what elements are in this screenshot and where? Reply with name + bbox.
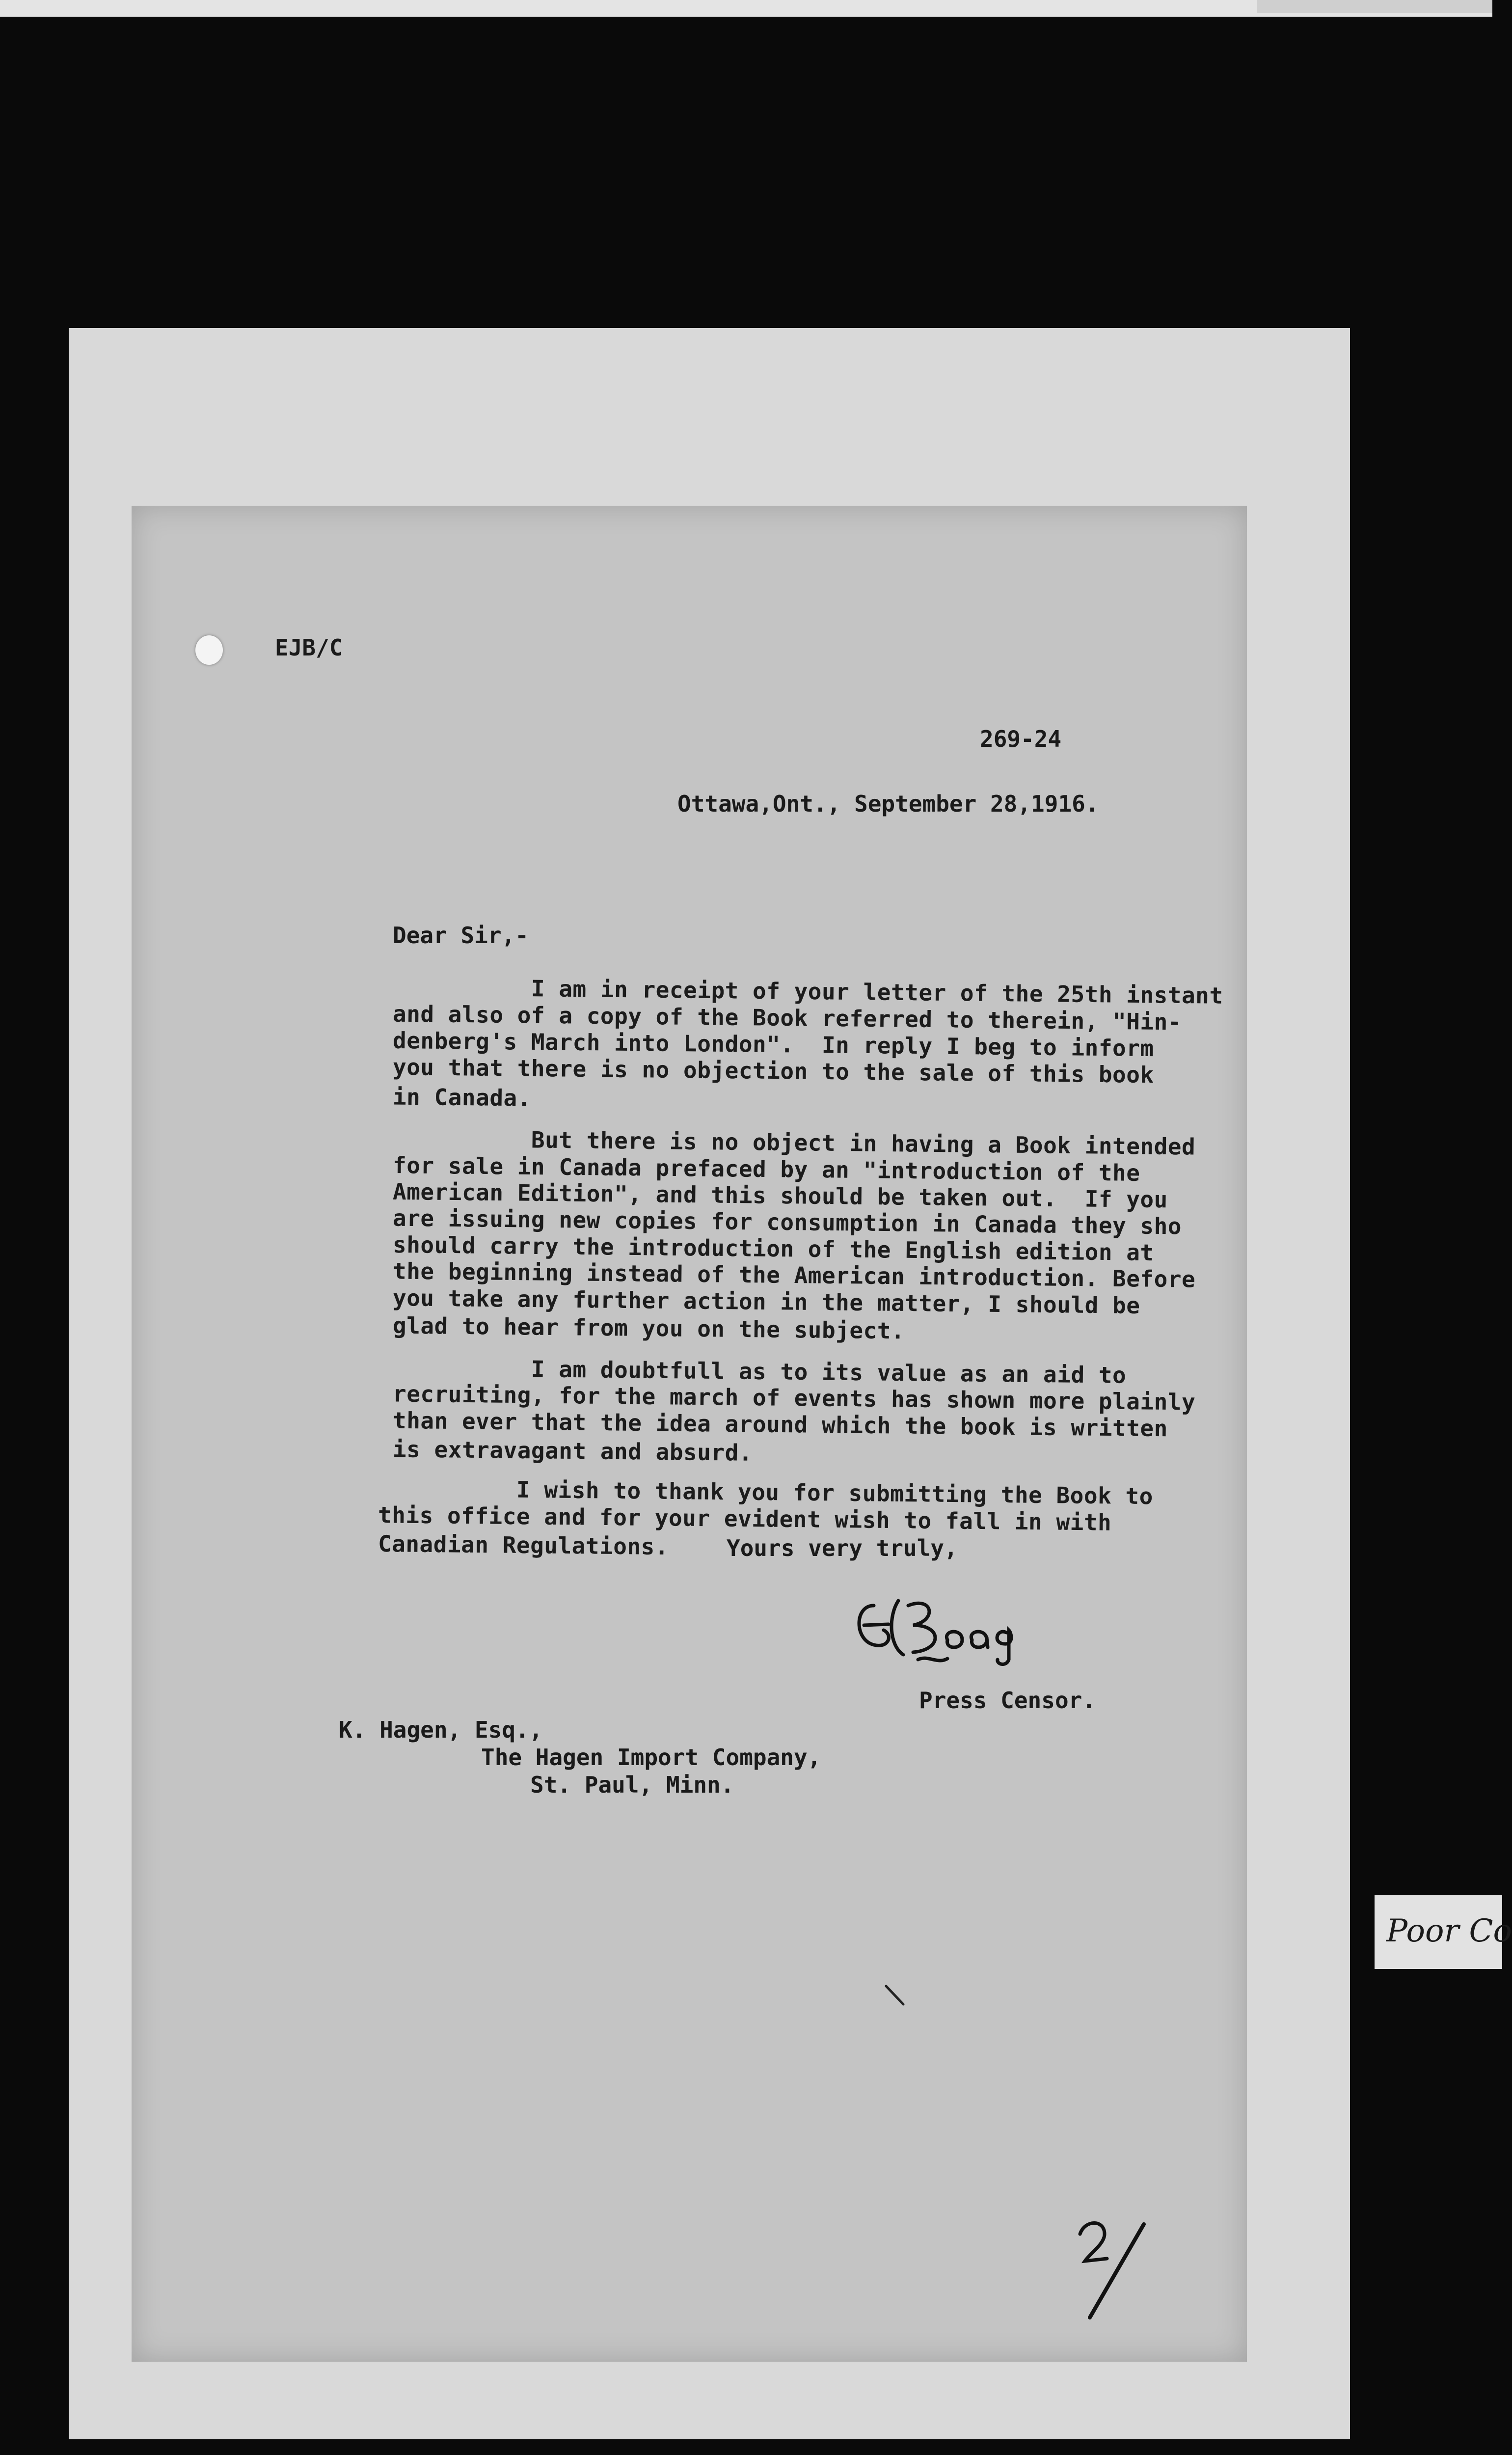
body-line: I wish to thank you for submitting the Book to <box>378 1474 1154 1510</box>
body-line: and also of a copy of the Book referred to therein, "Hin- <box>392 1000 1182 1036</box>
body-line: denberg's March into London". In reply I beg to inform <box>392 1027 1154 1062</box>
body-line: for sale in Canada prefaced by an "introduction of the <box>392 1152 1140 1186</box>
dateline: Ottawa,Ont., September 28,1916. <box>677 791 1099 817</box>
body-line: Canadian Regulations. <box>378 1530 669 1560</box>
body-line: you that there is no objection to the sale of this book <box>392 1053 1154 1089</box>
body-line: should carry the introduction of the English edition at <box>392 1231 1154 1266</box>
side-label <box>1375 1895 1512 1969</box>
body-line: But there is no object in having a Book intended <box>392 1125 1196 1160</box>
side-label-text: Poor Co <box>1386 1913 1512 1949</box>
signer-title: Press Censor. <box>919 1687 1096 1714</box>
body-line: in Canada. <box>392 1083 532 1112</box>
punch-hole <box>195 635 223 665</box>
closing: Yours very truly, <box>727 1535 958 1561</box>
body-line: than ever that the idea around which the book is written <box>392 1407 1168 1442</box>
body-line: American Edition", and this should be taken out. If you <box>392 1178 1168 1213</box>
addressee-city: St. Paul, Minn. <box>530 1772 734 1798</box>
body-line: are issuing new copies for consumption in Canada they sho <box>392 1204 1182 1240</box>
body-line: is extravagant and absurd. <box>392 1436 753 1466</box>
salutation: Dear Sir,- <box>393 922 529 949</box>
file-number: 269-24 <box>980 726 1062 752</box>
page-number-mark <box>1070 2214 1159 2322</box>
film-edge-notch <box>1257 0 1492 13</box>
body-line: the beginning instead of the American introduction. Before <box>392 1257 1196 1293</box>
addressee-company: The Hagen Import Company, <box>481 1744 821 1771</box>
body-line: this office and for your evident wish to fall in with <box>378 1501 1112 1536</box>
body-line: I am doubtfull as to its value as an aid to <box>392 1354 1127 1389</box>
signature <box>844 1586 1051 1669</box>
body-line: I am in receipt of your letter of the 25th instant <box>392 974 1223 1009</box>
body-line: recruiting, for the march of events has shown more plainly <box>392 1380 1196 1416</box>
body-line: you take any further action in the matter, I should be <box>392 1284 1140 1319</box>
tick-mark <box>884 1984 908 2008</box>
reference-initials: EJB/C <box>275 634 343 661</box>
addressee-name: K. Hagen, Esq., <box>339 1717 543 1743</box>
body-line: glad to hear from you on the subject. <box>392 1312 905 1344</box>
